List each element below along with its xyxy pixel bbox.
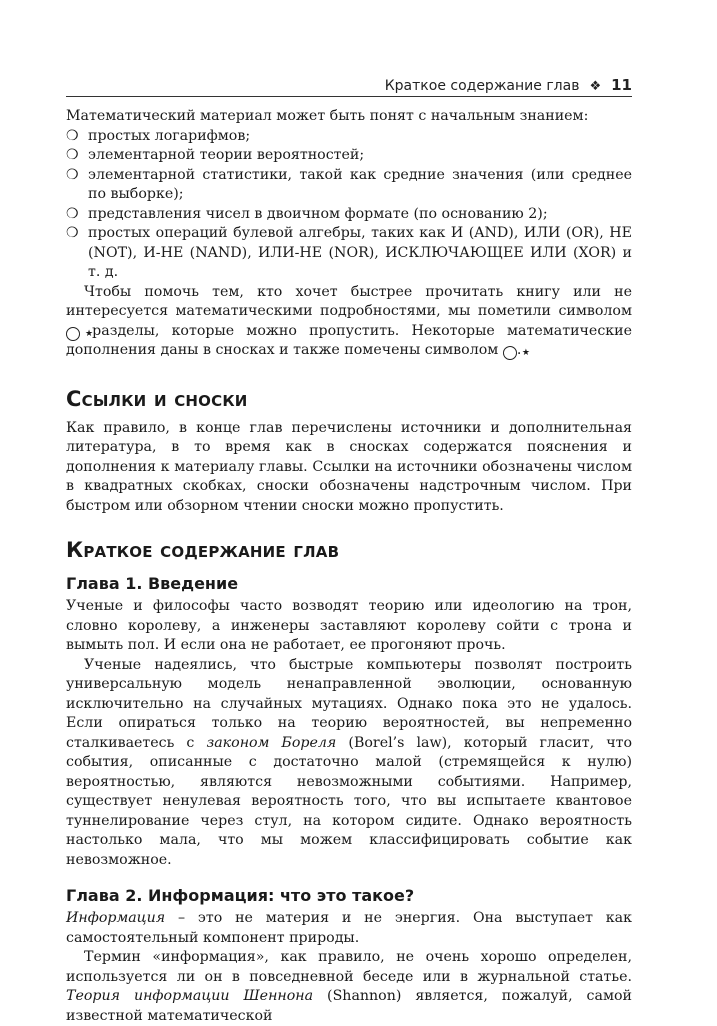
bullet-icon: ❍ — [66, 127, 79, 144]
chapter-2-p2: Термин «информация», как правило, не очень хорошо определен, используется ли он в повседневной беседе или в журнальной статье. Теория информации Шеннона (Shannon) является, пожалуй, самой известной математической — [66, 949, 632, 1024]
list-item: ❍ представления чисел в двоичном формате (по основанию 2); — [66, 205, 632, 225]
skip-note: Чтобы помочь тем, кто хочет быстрее прочитать книгу или не интересуется математическими подробностями, мы пометили символом ★ разделы, которые можно пропустить. Некоторые математические дополнения даны в сносках и также помечены символом ★. — [66, 283, 632, 358]
header-rule — [66, 96, 632, 97]
list-item: ❍ элементарной теории вероятностей; — [66, 146, 632, 166]
list-item: ❍ элементарной статистики, такой как средние значения (или среднее по выборке); — [66, 166, 632, 202]
intro-lead: Математический материал может быть понят с начальным знанием: — [66, 108, 589, 124]
intro-section — [66, 107, 632, 361]
bullet-icon: ❍ — [66, 166, 79, 183]
chapter-1-text — [66, 597, 632, 870]
star-icon: ★ — [503, 346, 517, 360]
section-heading-links: Ссылки и сноски — [66, 386, 248, 411]
prerequisite-list — [66, 127, 632, 283]
list-item: ❍ простых логарифмов; — [66, 127, 632, 147]
bullet-icon: ❍ — [66, 147, 79, 163]
star-icon: ★ — [66, 327, 80, 341]
chapter-1-p1: Ученые и философы часто возводят теорию или идеологию на трон, словно королеву, а инженеры заставляют королеву сойти с трона и вымыть пол. И если она не работает, ее прогоняют прочь. — [66, 598, 632, 653]
page-number: 11 — [611, 76, 632, 94]
list-item: ❍ простых операций булевой алгебры, таких как И (AND), ИЛИ (OR), НЕ (NOT), И-НЕ (NAND), ИЛИ-НЕ (NOR), ИСКЛЮЧАЮЩЕЕ ИЛИ (XOR) и т. д. — [66, 225, 632, 280]
diamond-icon: ❖ — [589, 79, 602, 94]
chapter-2-heading: Глава 2. Информация: что это такое? — [66, 886, 415, 905]
running-header — [66, 70, 632, 96]
chapter-1-p2: Ученые надеялись, что быстрые компьютеры позволят построить универсальную модель ненаправленной эволюции, основанную исключительно на случайных мутациях. Однако пока это не удалось. Если опираться только на теорию вероятностей, вы непременно сталкиваетесь с законом Бореля (Borel’s law), который гласит, что события, описанные с достаточно малой (стремящейся к нулю) вероятностью, являются невозможными событиями. Например, существует ненулевая вероятность того, что вы испытаете квантовое туннелирование через стул, на котором сидите. Однако вероятность настолько мала, что мы можем классифицировать событие как невозможное. — [66, 656, 633, 868]
section-heading-summary: Краткое содержание глав — [66, 538, 340, 562]
bullet-icon: ❍ — [66, 225, 79, 241]
links-paragraph: Как правило, в конце глав перечислены источники и дополнительная литература, в то время как в сносках содержатся пояснения и дополнения к материалу главы. Ссылки на источники обозначены числом в квадратных скобках, сноски обозначены надстрочным числом. При быстром или обзорном чтении сноски можно пропустить. — [66, 419, 632, 514]
book-page — [66, 70, 632, 1026]
running-title: Краткое содержание глав — [384, 78, 580, 94]
chapter-2-text — [66, 909, 632, 1026]
chapter-1-heading: Глава 1. Введение — [66, 574, 239, 593]
chapter-2-p1: Информация – это не материя и не энергия. Она выступает как самостоятельный компонент природы. — [66, 910, 632, 946]
bullet-icon: ❍ — [66, 205, 79, 222]
